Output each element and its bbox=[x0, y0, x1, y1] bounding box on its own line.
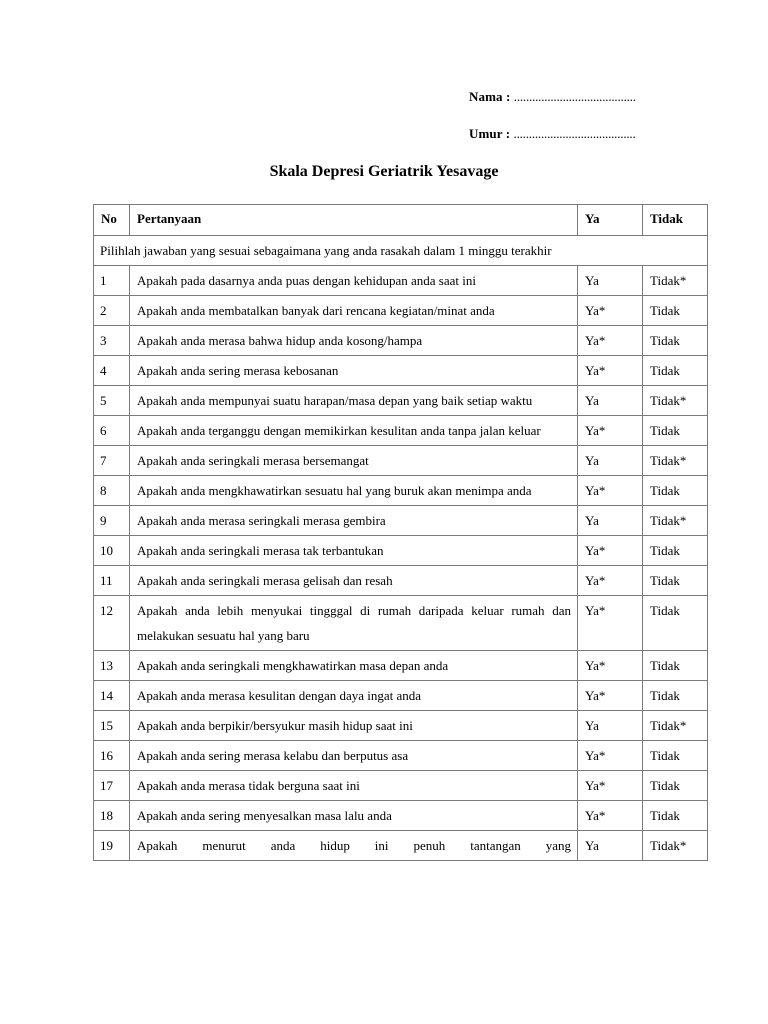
row-tidak-answer: Tidak* bbox=[643, 711, 708, 741]
row-number: 13 bbox=[94, 651, 130, 681]
row-ya-answer: Ya* bbox=[578, 801, 643, 831]
table-row bbox=[94, 596, 708, 651]
table-row bbox=[94, 326, 708, 356]
row-number: 10 bbox=[94, 536, 130, 566]
table-row bbox=[94, 446, 708, 476]
row-question: Apakah anda mempunyai suatu harapan/masa depan yang baik setiap waktu bbox=[130, 386, 578, 416]
row-question: Apakah anda seringkali merasa bersemangat bbox=[130, 446, 578, 476]
instruction-text: Pilihlah jawaban yang sesuai sebagaimana yang anda rasakah dalam 1 minggu terakhir bbox=[94, 236, 708, 266]
table-row bbox=[94, 681, 708, 711]
table-row bbox=[94, 771, 708, 801]
row-tidak-answer: Tidak* bbox=[643, 266, 708, 296]
row-question: Apakah anda sering merasa kebosanan bbox=[130, 356, 578, 386]
row-question: Apakah anda merasa seringkali merasa gembira bbox=[130, 506, 578, 536]
instruction-row bbox=[94, 236, 708, 266]
row-question: Apakah anda merasa tidak berguna saat ini bbox=[130, 771, 578, 801]
row-ya-answer: Ya* bbox=[578, 356, 643, 386]
row-number: 9 bbox=[94, 506, 130, 536]
row-ya-answer: Ya bbox=[578, 831, 643, 861]
table-row bbox=[94, 651, 708, 681]
row-number: 14 bbox=[94, 681, 130, 711]
row-question: Apakah anda seringkali mengkhawatirkan masa depan anda bbox=[130, 651, 578, 681]
row-number: 8 bbox=[94, 476, 130, 506]
row-ya-answer: Ya bbox=[578, 446, 643, 476]
row-tidak-answer: Tidak* bbox=[643, 506, 708, 536]
row-question: Apakah anda sering menyesalkan masa lalu anda bbox=[130, 801, 578, 831]
row-question: Apakah pada dasarnya anda puas dengan kehidupan anda saat ini bbox=[130, 266, 578, 296]
row-tidak-answer: Tidak* bbox=[643, 386, 708, 416]
row-tidak-answer: Tidak bbox=[643, 681, 708, 711]
table-row bbox=[94, 801, 708, 831]
table-row bbox=[94, 506, 708, 536]
row-ya-answer: Ya* bbox=[578, 536, 643, 566]
row-number: 12 bbox=[94, 596, 130, 651]
row-ya-answer: Ya* bbox=[578, 296, 643, 326]
row-question: Apakah anda seringkali merasa gelisah dan resah bbox=[130, 566, 578, 596]
table-row bbox=[94, 296, 708, 326]
table-row bbox=[94, 741, 708, 771]
row-tidak-answer: Tidak bbox=[643, 596, 708, 651]
row-tidak-answer: Tidak bbox=[643, 536, 708, 566]
row-ya-answer: Ya* bbox=[578, 326, 643, 356]
row-tidak-answer: Tidak bbox=[643, 801, 708, 831]
row-tidak-answer: Tidak bbox=[643, 416, 708, 446]
row-tidak-answer: Tidak bbox=[643, 741, 708, 771]
row-ya-answer: Ya* bbox=[578, 416, 643, 446]
table-row bbox=[94, 356, 708, 386]
row-question: Apakah anda mengkhawatirkan sesuatu hal yang buruk akan menimpa anda bbox=[130, 476, 578, 506]
umur-field bbox=[469, 126, 636, 142]
row-number: 6 bbox=[94, 416, 130, 446]
table-row bbox=[94, 536, 708, 566]
row-ya-answer: Ya* bbox=[578, 651, 643, 681]
row-question: Apakah anda berpikir/bersyukur masih hidup saat ini bbox=[130, 711, 578, 741]
header-no: No bbox=[94, 205, 130, 236]
row-question: Apakah anda seringkali merasa tak terbantukan bbox=[130, 536, 578, 566]
row-ya-answer: Ya* bbox=[578, 681, 643, 711]
row-ya-answer: Ya bbox=[578, 386, 643, 416]
umur-blank: ........................................ bbox=[513, 126, 636, 141]
row-question: Apakah menurut anda hidup ini penuh tantangan yang bbox=[130, 831, 578, 861]
header-ya: Ya bbox=[578, 205, 643, 236]
row-number: 7 bbox=[94, 446, 130, 476]
row-number: 5 bbox=[94, 386, 130, 416]
table-row bbox=[94, 831, 708, 861]
row-question: Apakah anda terganggu dengan memikirkan kesulitan anda tanpa jalan keluar bbox=[130, 416, 578, 446]
row-number: 16 bbox=[94, 741, 130, 771]
document-title: Skala Depresi Geriatrik Yesavage bbox=[269, 163, 499, 180]
row-tidak-answer: Tidak bbox=[643, 566, 708, 596]
row-ya-answer: Ya bbox=[578, 506, 643, 536]
table-row bbox=[94, 416, 708, 446]
row-tidak-answer: Tidak bbox=[643, 771, 708, 801]
row-tidak-answer: Tidak* bbox=[643, 831, 708, 861]
row-number: 19 bbox=[94, 831, 130, 861]
row-question: Apakah anda lebih menyukai tingggal di rumah daripada keluar rumah dan melakukan sesuatu hal yang baru bbox=[130, 596, 578, 651]
table-header-row bbox=[94, 205, 708, 236]
row-number: 15 bbox=[94, 711, 130, 741]
nama-field bbox=[469, 89, 636, 105]
questionnaire-table bbox=[93, 204, 708, 861]
row-question: Apakah anda membatalkan banyak dari rencana kegiatan/minat anda bbox=[130, 296, 578, 326]
row-number: 2 bbox=[94, 296, 130, 326]
row-ya-answer: Ya bbox=[578, 266, 643, 296]
row-tidak-answer: Tidak bbox=[643, 326, 708, 356]
row-ya-answer: Ya* bbox=[578, 741, 643, 771]
row-question: Apakah anda sering merasa kelabu dan berputus asa bbox=[130, 741, 578, 771]
table-row bbox=[94, 566, 708, 596]
row-tidak-answer: Tidak bbox=[643, 651, 708, 681]
row-question: Apakah anda merasa kesulitan dengan daya ingat anda bbox=[130, 681, 578, 711]
table-row bbox=[94, 476, 708, 506]
nama-blank: ........................................ bbox=[513, 89, 636, 104]
row-ya-answer: Ya* bbox=[578, 566, 643, 596]
row-ya-answer: Ya* bbox=[578, 476, 643, 506]
header-tidak: Tidak bbox=[643, 205, 708, 236]
umur-label: Umur : bbox=[469, 126, 511, 141]
table-row bbox=[94, 711, 708, 741]
row-number: 11 bbox=[94, 566, 130, 596]
table-row bbox=[94, 386, 708, 416]
nama-label: Nama : bbox=[469, 89, 511, 104]
row-ya-answer: Ya* bbox=[578, 771, 643, 801]
row-ya-answer: Ya bbox=[578, 711, 643, 741]
row-number: 18 bbox=[94, 801, 130, 831]
row-number: 3 bbox=[94, 326, 130, 356]
row-tidak-answer: Tidak bbox=[643, 356, 708, 386]
header-pertanyaan: Pertanyaan bbox=[130, 205, 578, 236]
table-row bbox=[94, 266, 708, 296]
row-ya-answer: Ya* bbox=[578, 596, 643, 651]
row-tidak-answer: Tidak bbox=[643, 296, 708, 326]
row-number: 17 bbox=[94, 771, 130, 801]
row-tidak-answer: Tidak bbox=[643, 476, 708, 506]
row-tidak-answer: Tidak* bbox=[643, 446, 708, 476]
row-number: 1 bbox=[94, 266, 130, 296]
row-number: 4 bbox=[94, 356, 130, 386]
row-question: Apakah anda merasa bahwa hidup anda kosong/hampa bbox=[130, 326, 578, 356]
